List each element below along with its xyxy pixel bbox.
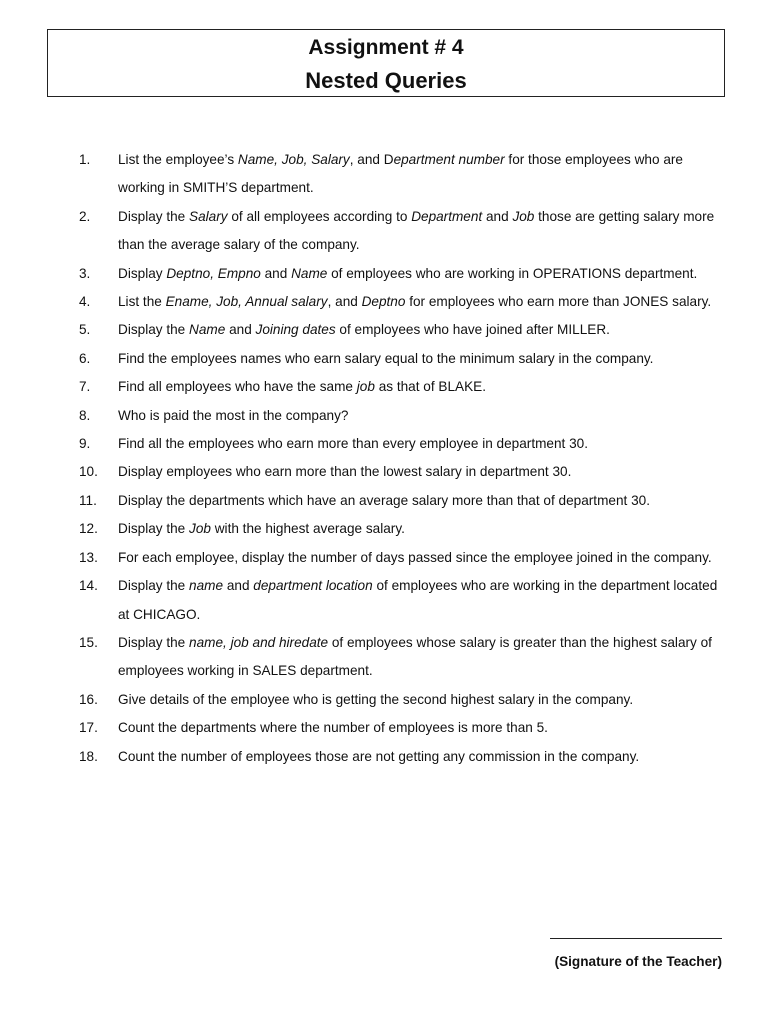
text-run: Display [118, 265, 167, 281]
list-item [0, 515, 768, 543]
question-text [118, 288, 730, 316]
text-run: Count the departments where the number of employees is more than 5. [118, 720, 548, 736]
text-run: List the employee’s [118, 152, 238, 167]
question-text [118, 743, 730, 771]
list-item [0, 402, 768, 430]
text-run: Give details of the employee who is getting the second highest salary in the company. [118, 691, 634, 707]
question-number: 3. [79, 265, 91, 281]
emphasized-term: name, job and hiredate [189, 634, 329, 650]
question-number: 2. [79, 208, 91, 224]
text-run: , and D [349, 152, 394, 167]
text-run: Display the [118, 634, 190, 650]
signature-label: (Signature of the Teacher) [554, 954, 722, 969]
emphasized-term: Ename, Job, Annual salary [165, 294, 328, 310]
title-box [47, 29, 725, 97]
text-run: and [260, 265, 292, 281]
assignment-title: Assignment # 4 [308, 36, 464, 59]
question-text [118, 373, 730, 401]
emphasized-term: Name [189, 322, 226, 338]
question-number: 17. [79, 720, 98, 736]
question-text [118, 572, 730, 629]
question-number: 10. [79, 464, 98, 480]
text-run: those are getting salary more than the average salary of the company. [118, 208, 715, 253]
list-item [0, 146, 768, 203]
question-number: 12. [79, 521, 98, 537]
question-text [118, 487, 730, 515]
question-text [118, 430, 730, 458]
emphasized-term: epartment number [393, 152, 505, 167]
text-run: for employees who earn more than JONES salary. [405, 294, 712, 310]
emphasized-term: Salary [189, 208, 228, 224]
question-number: 11. [79, 492, 97, 508]
question-text [118, 345, 730, 373]
list-item [0, 458, 768, 486]
assignment-subtitle: Nested Queries [305, 68, 467, 93]
list-item [0, 487, 768, 515]
text-run: Display the [118, 322, 190, 338]
list-item [0, 743, 768, 771]
question-number: 18. [79, 748, 98, 764]
emphasized-term: Joining dates [255, 322, 336, 338]
question-text [118, 203, 730, 260]
list-item [0, 572, 768, 629]
text-run: List the [118, 294, 166, 310]
text-run: Find all the employees who earn more than every employee in department 30. [118, 436, 588, 452]
text-run: of employees who have joined after MILLER. [335, 322, 610, 338]
text-run: Display the [118, 208, 190, 224]
question-text [118, 629, 730, 686]
emphasized-term: Name, Job, Salary [237, 152, 350, 167]
question-list [0, 146, 768, 771]
emphasized-term: Deptno [361, 294, 406, 310]
question-text [118, 260, 730, 288]
text-run: Find all employees who have the same [118, 379, 357, 395]
list-item [0, 686, 768, 714]
question-text [118, 515, 730, 543]
text-run: , and [327, 294, 362, 310]
text-run: with the highest average salary. [210, 521, 405, 537]
list-item [0, 714, 768, 742]
list-item [0, 288, 768, 316]
text-run: For each employee, display the number of days passed since the employee joined in the company. [118, 549, 712, 565]
emphasized-term: Job [512, 208, 535, 224]
list-item [0, 544, 768, 572]
question-number: 15. [79, 634, 98, 650]
text-run: Display the [118, 578, 190, 594]
question-number: 9. [79, 436, 91, 452]
question-number: 16. [79, 691, 98, 707]
list-item [0, 316, 768, 344]
question-number: 14. [79, 578, 98, 594]
list-item [0, 430, 768, 458]
text-run: of employees who are working in OPERATIONS department. [327, 265, 698, 281]
list-item [0, 203, 768, 260]
text-run: as that of BLAKE. [374, 379, 487, 395]
question-text [118, 316, 730, 344]
emphasized-term: name [189, 578, 224, 594]
text-run: Display the [118, 521, 190, 537]
text-run: Display employees who earn more than the lowest salary in department 30. [118, 464, 572, 480]
question-text [118, 544, 730, 572]
emphasized-term: job [356, 379, 375, 395]
list-item [0, 345, 768, 373]
question-number: 8. [79, 407, 91, 423]
question-number: 7. [79, 379, 91, 395]
text-run: of all employees according to [227, 208, 412, 224]
text-run: and [225, 322, 256, 338]
text-run: of employees whose salary is greater than the highest salary of employees working in SALES department. [118, 634, 712, 679]
question-text [118, 402, 730, 430]
question-number: 6. [79, 350, 91, 366]
question-number: 13. [79, 549, 98, 565]
emphasized-term: Name [291, 265, 328, 281]
emphasized-term: Job [189, 521, 211, 537]
emphasized-term: Department [411, 208, 483, 224]
question-text [118, 714, 730, 742]
signature-line [550, 938, 722, 939]
question-number: 5. [79, 322, 91, 338]
text-run: of employees who are working in the department located at CHICAGO. [118, 578, 718, 622]
text-run: Find the employees names who earn salary equal to the minimum salary in the company. [118, 350, 654, 366]
list-item [0, 260, 768, 288]
text-run: Count the number of employees those are not getting any commission in the company. [118, 748, 640, 764]
emphasized-term: department location [253, 578, 373, 594]
question-text [118, 458, 730, 486]
text-run: Display the departments which have an average salary more than that of department 30. [118, 492, 650, 508]
question-text [118, 686, 730, 714]
text-run: Who is paid the most in the company? [118, 407, 349, 423]
text-run: and [482, 208, 513, 224]
question-number: 1. [79, 152, 91, 167]
text-run: and [223, 578, 254, 594]
list-item [0, 373, 768, 401]
text-run: for those employees who are working in SMITH’S department. [118, 152, 683, 196]
list-item [0, 629, 768, 686]
question-text [118, 146, 730, 203]
emphasized-term: Deptno, Empno [166, 265, 261, 281]
question-number: 4. [79, 294, 91, 310]
